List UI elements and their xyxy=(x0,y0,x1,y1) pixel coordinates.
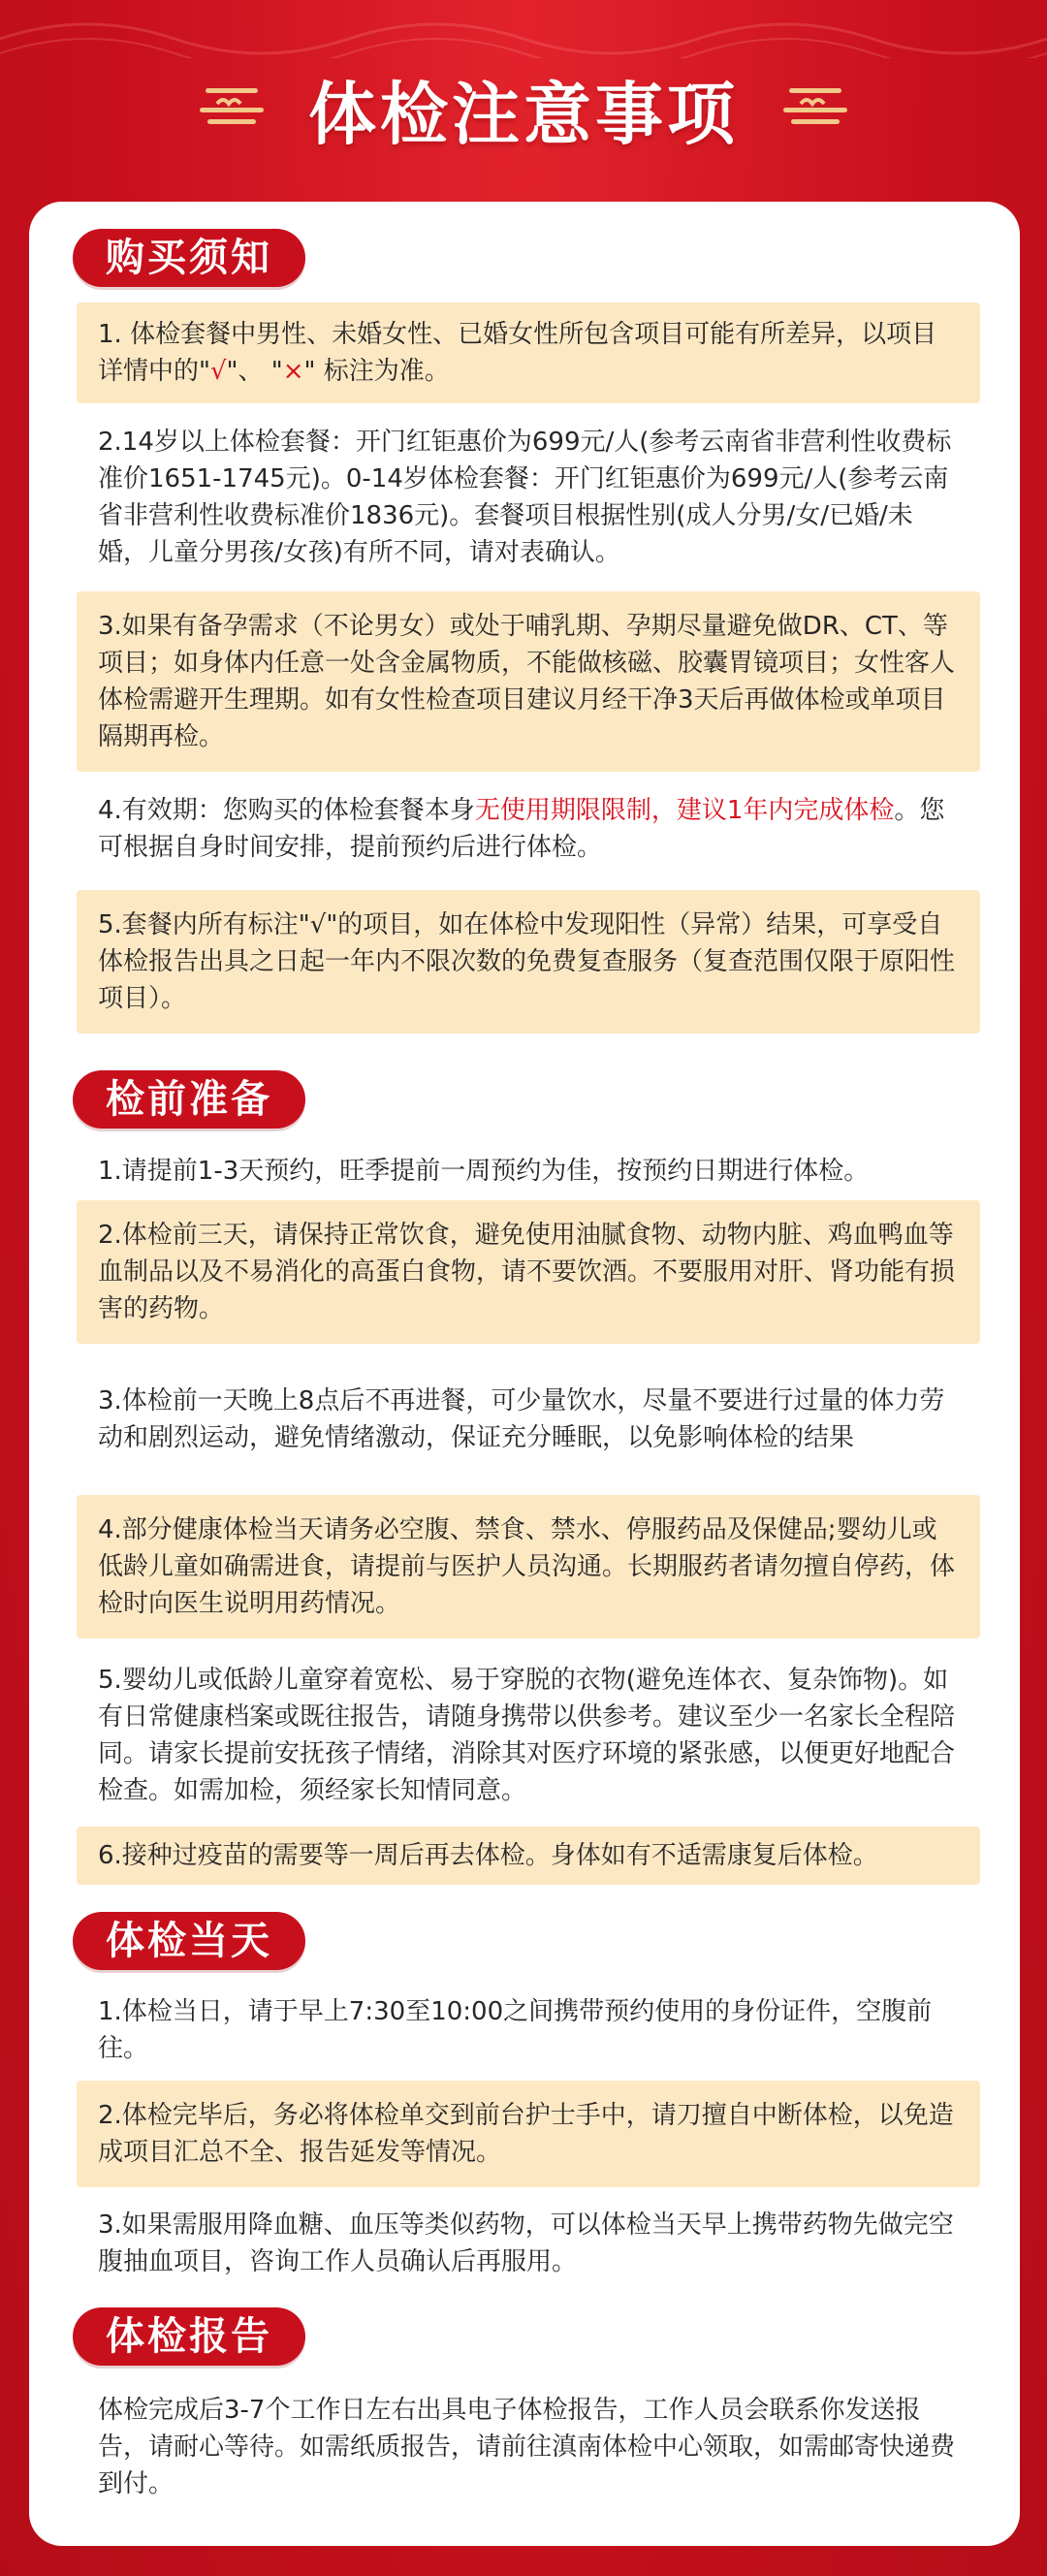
list-item: 6.接种过疫苗的需要等一周后再去体检。身体如有不适需康复后体检。 xyxy=(77,1827,980,1885)
cloud-ornament-left-icon xyxy=(198,86,266,131)
list-item: 3.体检前一天晚上8点后不再进餐，可少量饮水，尽量不要进行过量的体力劳动和剧烈运动，避免情绪激动，保证充分睡眠，以免影响体检的结果 xyxy=(98,1386,945,1452)
list-item: 体检完成后3-7个工作日左右出具电子体检报告，工作人员会联系你发送报告，请耐心等待。如需纸质报告，请前往滇南体检中心领取，如需邮寄快递费到付。 xyxy=(98,2396,956,2498)
item-text: 4.有效期：您购买的体检套餐本身无使用期限限制，建议1年内完成体检。您可根据自身时间安排，提前预约后进行体检。 xyxy=(98,796,945,862)
section-title-preparation: 检前准备 xyxy=(73,1070,305,1129)
list-item: 2.14岁以上体检套餐：开门红钜惠价为699元/人(参考云南省非营利性收费标准价1651-1745元)。0-14岁体检套餐：开门红钜惠价为699元/人(参考云南省非营利性收费标准价1836元)。套餐项目根据性别(成人分男/女/已婚/未婚，儿童分男孩/女孩)有所不同，请对表确认。 xyxy=(98,428,952,567)
cloud-ornament-right-icon xyxy=(781,86,849,131)
item-text: 1. 体检套餐中男性、未婚女性、已婚女性所包含项目可能有所差异，以项目详情中的"√"、 "×" 标注为准。 xyxy=(98,320,937,386)
section-title-exam-day: 体检当天 xyxy=(73,1912,305,1970)
list-item: 1.体检当日，请于早上7:30至10:00之间携带预约使用的身份证件，空腹前往。 xyxy=(98,1997,933,2063)
list-item: 4.部分健康体检当天请务必空腹、禁食、禁水、停服药品及保健品;婴幼儿或低龄儿童如确需进食，请提前与医护人员沟通。长期服药者请勿擅自停药，体检时向医生说明用药情况。 xyxy=(77,1495,980,1638)
section-title-purchase: 购买须知 xyxy=(73,229,305,287)
page-header xyxy=(0,60,1047,157)
list-item: 3.如果需服用降血糖、血压等类似药物，可以体检当天早上携带药物先做完空腹抽血项目，咨询工作人员确认后再服用。 xyxy=(98,2210,954,2276)
emphasis-text: 无使用期限限制，建议1年内完成体检 xyxy=(474,796,895,825)
decorative-pattern xyxy=(0,0,1047,58)
content-card xyxy=(29,202,1020,2546)
list-item: 2.体检完毕后，务必将体检单交到前台护士手中，请刀擅自中断体检，以免造成项目汇总不全、报告延发等情况。 xyxy=(77,2081,980,2187)
list-item xyxy=(77,302,980,403)
list-item: 5.婴幼儿或低龄儿童穿着宽松、易于穿脱的衣物(避免连体衣、复杂饰物)。如有日常健康档案或既往报告，请随身携带以供参考。建议至少一名家长全程陪同。请家长提前安抚孩子情绪，消除其对医疗环境的紧张感，以便更好地配合检查。如需加检，须经家长知情同意。 xyxy=(98,1666,956,1805)
list-item: 2.体检前三天，请保持正常饮食，避免使用油腻食物、动物内脏、鸡血鸭血等血制品以及不易消化的高蛋白食物，请不要饮酒。不要服用对肝、肾功能有损害的药物。 xyxy=(77,1200,980,1344)
list-item: 1.请提前1-3天预约，旺季提前一周预约为佳，按预约日期进行体检。 xyxy=(98,1157,870,1186)
list-item: 3.如果有备孕需求（不论男女）或处于哺乳期、孕期尽量避免做DR、CT、等项目；如身体内任意一处含金属物质，不能做核磁、胶囊胃镜项目；女性客人体检需避开生理期。如有女性检查项目建议月经干净3天后再做体检或单项目隔期再检。 xyxy=(77,591,980,772)
list-item xyxy=(77,783,980,875)
page-title: 体检注意事项 xyxy=(308,74,739,154)
section-title-report: 体检报告 xyxy=(73,2307,305,2366)
list-item: 5.套餐内所有标注"√"的项目，如在体检中发现阳性（异常）结果，可享受自体检报告出具之日起一年内不限次数的免费复查服务（复查范围仅限于原阳性项目）。 xyxy=(77,890,980,1034)
